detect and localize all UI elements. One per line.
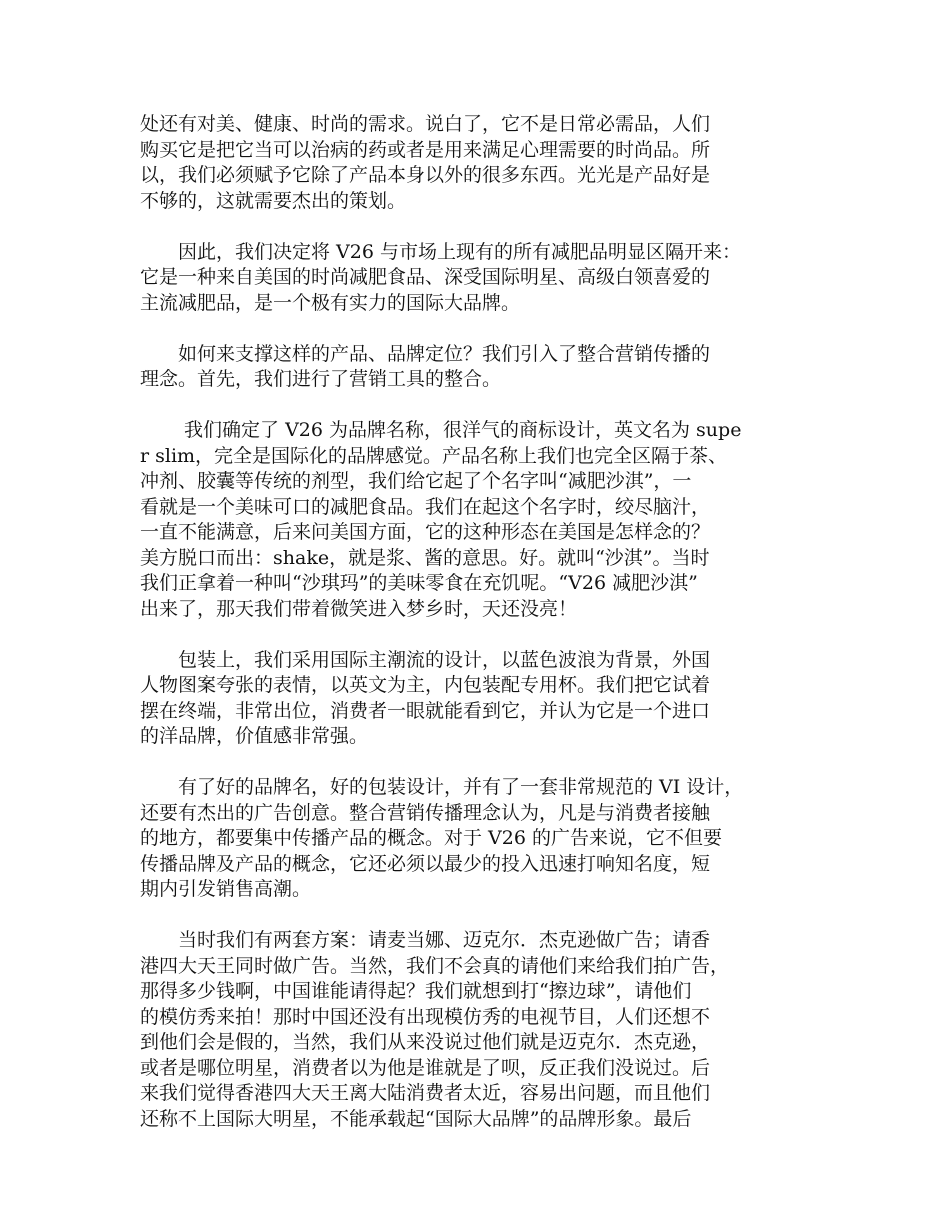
paragraph-2: 因此，我们决定将 V26 与市场上现有的所有减肥品明显区隔开来： 它是一种来自美国的时尚减肥食品、深受国际明星、高级白领喜爱的 主流减肥品，是一个极有实力的国际大品牌。	[140, 240, 741, 314]
paragraph-7: 当时我们有两套方案：请麦当娜、迈克尔．杰克逊做广告；请香 港四大天王同时做广告。当然，我们不会真的请他们来给我们拍广告， 那得多少钱啊，中国谁能请得起？我们就想到打“擦边球”，请他们 的模仿秀来拍！那时中国还没有出现模仿秀的电视节目，人们还想不 到他们会是假的，当然，我们从来没说过他们就是迈克尔．杰克逊， 或者是哪位明星，消费者以为他是谁就是了呗，反正我们没说过。后 来我们觉得香港四大天王离大陆消费者太近，容易出问题，而且他们 还称不上国际大明星，不能承载起“国际大品牌”的品牌形象。最后	[140, 929, 730, 1130]
paragraph-1: 处还有对美、健康、时尚的需求。说白了，它不是日常必需品，人们 购买它是把它当可以治病的药或者是用来满足心理需要的时尚品。所 以，我们必须赋予它除了产品本身以外的很多东西。光光是产品好是 不够的，这就需要杰出的策划。	[140, 113, 711, 212]
paragraph-4: 我们确定了 V26 为品牌名称，很洋气的商标设计，英文名为 supe r slim，完全是国际化的品牌感觉。产品名称上我们也完全区隔于茶、 冲剂、胶囊等传统的剂型，我们给它起了个名字叫“减肥沙淇”，一 看就是一个美味可口的减肥食品。我们在起这个名字时，绞尽脑汁， 一直不能满意，后来问美国方面，它的这种形态在美国是怎样念的？ 美方脱口而出：shake，就是浆、酱的意思。好。就叫“沙淇”。当时 我们正拿着一种叫“沙琪玛”的美味零食在充饥呢。“V26 减肥沙淇” 出来了，那天我们带着微笑进入梦乡时，天还没亮！	[140, 419, 742, 620]
paragraph-5: 包装上，我们采用国际主潮流的设计，以蓝色波浪为背景，外国 人物图案夸张的表情，以英文为主，内包装配专用杯。我们把它试着 摆在终端，非常出位，消费者一眼就能看到它，并认为它是一个进口 的洋品牌，价值感非常强。	[140, 648, 711, 747]
paragraph-6: 有了好的品牌名，好的包装设计，并有了一套非常规范的 VI 设计， 还要有杰出的广告创意。整合营销传播理念认为，凡是与消费者接触 的地方，都要集中传播产品的概念。对于 V26 的广告来说，它不但要 传播品牌及产品的概念，它还必须以最少的投入迅速打响知名度，短 期内引发销售高潮。	[140, 776, 744, 900]
paragraph-3: 如何来支撑这样的产品、品牌定位？我们引入了整合营销传播的 理念。首先，我们进行了营销工具的整合。	[140, 342, 711, 390]
document-body	[140, 112, 810, 1158]
